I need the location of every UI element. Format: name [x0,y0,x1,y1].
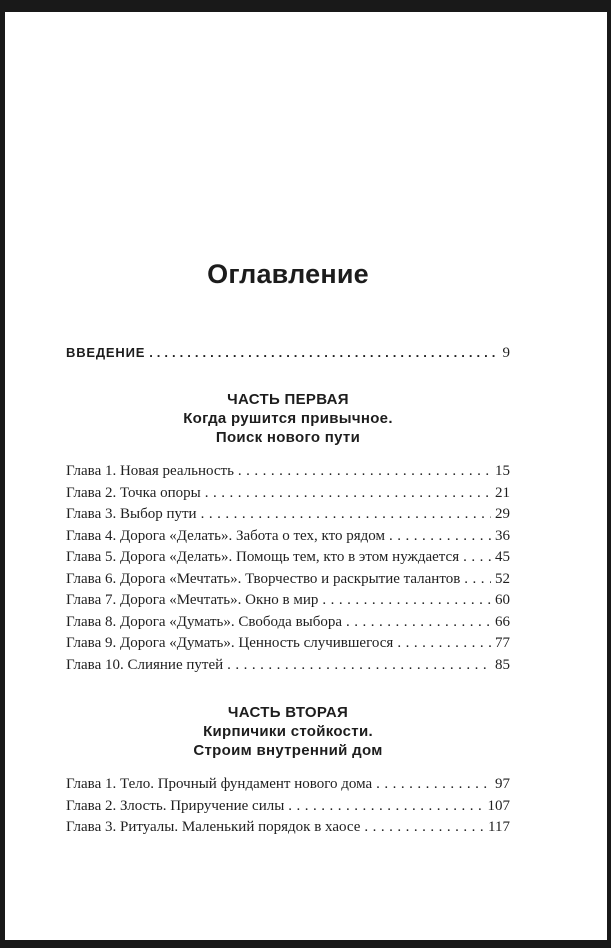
dot-leader [227,655,491,677]
part-subtitle-line: Когда рушится привычное. [183,410,393,427]
toc-entry-chapter [66,526,510,548]
toc-entry-label: Глава 3. Ритуалы. Маленький порядок в хаосе [66,819,361,835]
toc-entry-page-number: 21 [495,484,510,501]
part-heading: ЧАСТЬ ПЕРВАЯ [227,391,349,408]
toc-entry-page-number: 36 [495,527,510,544]
toc-entry-page-number: 15 [495,463,510,479]
toc-entry-page-number: 60 [495,592,510,608]
dot-leader [149,343,498,363]
toc-entry-page-number: 45 [495,549,510,565]
part-subtitle-line: Строим внутренний дом [193,742,383,759]
toc-entry-page-number: 77 [495,635,510,651]
toc-entry-chapter [66,461,510,483]
part-chapter-list [66,461,510,676]
toc-entry-page-number: 9 [502,345,510,361]
dot-leader [322,590,491,612]
toc-part [66,703,510,839]
part-chapter-list [66,774,510,839]
toc-entry-chapter [66,612,510,634]
toc-entry-label: ВВЕДЕНИЕ [66,345,146,360]
toc-entry-label: Глава 2. Злость. Приручение силы [66,797,285,814]
toc-part [66,390,510,676]
dot-leader [346,612,491,634]
toc-entry-label: Глава 9. Дорога «Думать». Ценность случившегося [66,635,394,651]
part-subtitle [66,722,510,760]
toc-entry-page-number: 117 [488,819,510,835]
part-subtitle [66,409,510,447]
dot-leader [238,461,491,483]
dot-leader [288,796,483,818]
toc-entry-chapter [66,569,510,591]
toc-entry-page-number: 85 [495,656,510,673]
toc-entry-page-number: 107 [487,797,510,814]
toc-entry-page-number: 97 [495,776,510,792]
toc-entry-chapter [66,774,510,796]
dot-leader [205,483,491,505]
toc-entry-label: Глава 10. Слияние путей [66,656,224,673]
part-heading: ЧАСТЬ ВТОРАЯ [227,704,349,721]
dot-leader [364,817,484,839]
toc-entry-label: Глава 4. Дорога «Делать». Забота о тех, кто рядом [66,527,385,544]
toc-entry-page-number: 52 [495,570,510,587]
toc-entry-label: Глава 2. Точка опоры [66,484,201,501]
part-subtitle-line: Поиск нового пути [215,429,361,446]
toc-entry-introduction [66,343,510,363]
toc-entry-chapter [66,504,510,526]
toc-parts [66,390,510,839]
book-page [5,12,607,940]
toc-entry-chapter [66,817,510,839]
dot-leader [464,569,491,591]
page-title: Оглавление [207,259,369,289]
toc-entry-label: Глава 1. Новая реальность [66,463,234,479]
toc-entry-label: Глава 1. Тело. Прочный фундамент нового дома [66,776,373,792]
toc-entry-chapter [66,796,510,818]
toc-entry-chapter [66,633,510,655]
toc-entry-label: Глава 5. Дорога «Делать». Помощь тем, кто в этом нуждается [66,549,460,565]
toc-content [66,12,510,839]
toc-entry-chapter [66,547,510,569]
toc-entry-label: Глава 6. Дорога «Мечтать». Творчество и раскрытие талантов [66,570,461,587]
dot-leader [397,633,491,655]
dot-leader [376,774,491,796]
dot-leader [201,504,491,526]
part-subtitle-line: Кирпичики стойкости. [203,723,373,740]
dot-leader [389,526,491,548]
toc-entry-chapter [66,655,510,677]
toc-entry-chapter [66,590,510,612]
toc-entry-label: Глава 7. Дорога «Мечтать». Окно в мир [66,592,319,608]
toc-entry-page-number: 66 [495,613,510,630]
toc-entry-label: Глава 8. Дорога «Думать». Свобода выбора [66,613,343,630]
toc-entry-page-number: 29 [495,506,510,522]
toc-entry-chapter [66,483,510,505]
toc-entry-label: Глава 3. Выбор пути [66,506,197,522]
dot-leader [463,547,491,569]
